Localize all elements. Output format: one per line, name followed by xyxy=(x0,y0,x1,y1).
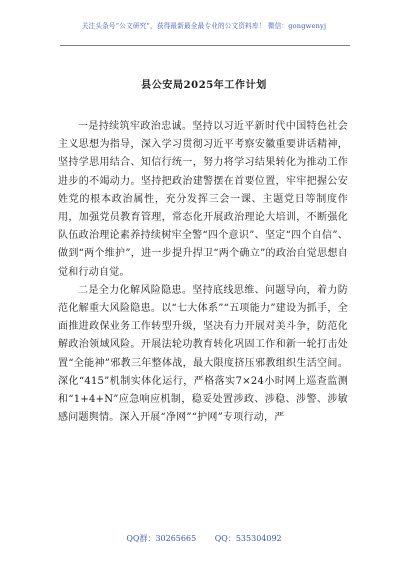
document-title: 县公安局2025年工作计划 xyxy=(141,80,267,91)
footer-qq-group: QQ群：30265665 xyxy=(126,534,197,543)
paragraph-1: 一是持续筑牢政治忠诚。坚持以习近平新时代中国特色社会主义思想为指导，深入学习贯彻习近平考察安徽重要讲话精神，坚持学思用结合、知信行统一，努力将学习结果转化为推动工作进步的不竭动力。坚持把政治建警摆在首要位置，牢牢把握公安姓党的根本政治属性，充分发挥三会一课、主题党日等制度作用，加强党员教育管理，常态化开展政治理论大培训，不断强化队伍政治理论素养持续树牢全警“四个意识”、坚定“四个自信”、做到“两个维护”，进一步提升捍卫“两个确立”的政治自觉思想自觉和行动自觉。 xyxy=(58,121,348,278)
paragraph-2: 二是全力化解风险隐患。坚持底线思维、问题导向，着力防范化解重大风险隐患。以“七大体系”“五项能力”建设为抓手，全面推进政保业务工作转型升级，坚决有力开展对美斗争，防范化解政治领域风险。开展法轮功教育转化巩固工作和新一轮打击处置“全能神”邪教三年整体战，最大限度挤压邪教组织生活空间。深化“415”机制实体化运行，严格落实7×24小时网上巡查监测和“1+4+N”应急响应机制，稳妥处置涉政、涉稳、涉警、涉敏感问题舆情。深入开展“净网”“护网”专项行动，严 xyxy=(58,284,348,424)
footer-qq-number: QQ：535304092 xyxy=(214,534,282,543)
header-banner: 关注头条号“公文研究”，获得最新最全最专业的公文资料库！ 微信：gongwenyj xyxy=(81,22,327,30)
header-divider xyxy=(60,45,350,46)
footer-contact xyxy=(0,533,408,544)
document-body xyxy=(58,118,348,427)
